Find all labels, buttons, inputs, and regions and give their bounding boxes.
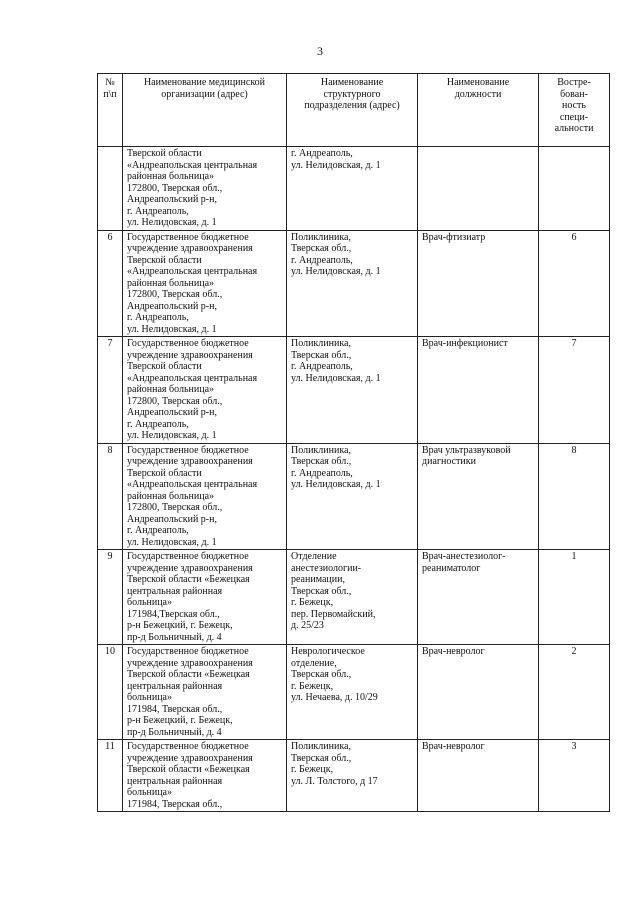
text-line: «Андреапольская центральная [127,479,258,490]
row-number: 6 [98,230,123,337]
text-line: ул. Нелидовская, д. 1 [127,536,217,548]
text-line: пр-д Больничный, д. 4 [127,631,222,643]
subdivision-cell [287,550,418,645]
position-cell [418,645,539,740]
text-line: Андреапольский р-н, [127,300,217,312]
text-line: районная больница» [127,384,215,395]
text-line: ул. Нелидовская, д. 1 [291,266,381,277]
text-line: реаниматолог [422,562,481,574]
vacancy-table [97,73,610,812]
text-line: г. Бежецк, [291,680,334,692]
text-line: Тверская обл., [291,243,352,254]
subdivision-cell [287,337,418,444]
header-demand [539,74,610,147]
text-line: ул. Нечаева, д. 10/29 [291,692,378,703]
text-line: Врач-фтизиатр [422,231,486,243]
organization-cell [123,230,287,337]
text-line: бован- [560,88,588,100]
text-line: Андреапольский р-н, [127,513,217,525]
table-header-row [98,74,610,147]
text-line: Поликлиника, [291,231,351,243]
row-number [98,147,123,231]
text-line: ул. Нелидовская, д. 1 [291,159,381,171]
text-line: Тверской области [127,254,202,266]
text-line: ул. Нелидовская, д. 1 [291,479,381,490]
text-line: Государственное бюджетное [127,444,249,456]
position-cell [418,550,539,645]
text-line: Наименование [446,77,510,88]
text-line: г. Андреаполь, [291,361,353,372]
text-line: Государственное бюджетное [127,741,249,752]
text-line: Наименование [320,77,384,88]
organization-cell [123,147,287,231]
text-line: 171984, Тверская обл., [127,703,223,715]
text-line: Тверской области «Бежецкая [127,764,250,775]
table-row [98,645,610,740]
table-row [98,147,610,231]
text-line: Тверской области «Бежецкая [127,574,250,585]
text-line: Государственное бюджетное [127,646,249,657]
header-num [98,74,123,147]
text-line: анестезиологии- [291,562,362,574]
text-line: Врач ультразвуковой [422,444,511,456]
page-number: 3 [317,44,323,58]
text-line: Поликлиника, [291,338,351,349]
text-line: ул. Нелидовская, д. 1 [127,323,217,335]
text-line: г. Андреаполь, [127,525,189,536]
table-row [98,550,610,645]
table-row [98,337,610,444]
text-line: Врач-невролог [422,741,485,752]
subdivision-cell [287,147,418,231]
row-number: 9 [98,550,123,645]
text-line: г. Андреаполь, [291,254,353,266]
text-line: «Андреапольская центральная [127,372,258,384]
text-line: больница» [127,597,172,608]
text-line: учреждение здравоохранения [127,562,253,574]
subdivision-cell [287,740,418,812]
position-cell [418,147,539,231]
text-line: 172800, Тверская обл., [127,182,223,194]
text-line: Тверской области [127,361,202,372]
header-subdivision [287,74,418,147]
text-line: р-н Бежецкий, г. Бежецк, [127,715,233,726]
organization-cell [123,740,287,812]
demand-cell [539,147,610,231]
subdivision-cell [287,443,418,550]
text-line: Наименование медицинской [143,77,266,88]
text-line: Неврологическое [291,646,365,657]
text-line: реанимации, [291,574,345,585]
text-line: Востре- [557,77,591,88]
text-line: 171984, Тверская обл., [127,798,223,810]
text-line: 172800, Тверская обл., [127,289,223,300]
text-line: Андреапольский р-н, [127,194,217,205]
subdivision-cell [287,645,418,740]
text-line: организации (адрес) [161,88,248,100]
text-line: п\п [103,88,117,100]
text-line: Тверская обл., [291,456,352,467]
text-line: Тверской области [127,148,202,159]
text-line: специ- [559,111,589,123]
text-line: Врач-инфекционист [422,338,508,349]
text-line: районная больница» [127,171,215,182]
text-line: Андреапольский р-н, [127,407,217,418]
text-line: ул. Л. Толстого, д 17 [291,775,378,787]
text-line: г. Бежецк, [291,764,334,775]
demand-cell: 2 [539,645,610,740]
demand-cell: 6 [539,230,610,337]
table-row [98,740,610,812]
text-line: больница» [127,787,172,798]
text-line: Врач-невролог [422,646,485,657]
subdivision-cell [287,230,418,337]
row-number: 10 [98,645,123,740]
text-line: № [105,77,115,88]
text-line: районная больница» [127,490,215,502]
table-row [98,230,610,337]
text-line: альности [554,123,594,134]
demand-cell: 1 [539,550,610,645]
text-line: центральная районная [127,775,223,787]
text-line: г. Андреаполь, [127,205,189,217]
text-line: Тверская обл., [291,349,352,361]
organization-cell [123,337,287,444]
position-cell [418,443,539,550]
text-line: Отделение [291,551,337,562]
text-line: «Андреапольская центральная [127,159,258,171]
text-line: г. Андреаполь, [127,312,189,323]
header-position [418,74,539,147]
text-line: Врач-анестезиолог- [422,551,506,562]
text-line: отделение, [291,657,337,669]
text-line: Тверская обл., [291,585,352,597]
text-line: г. Бежецк, [291,597,334,608]
text-line: структурного [323,88,381,100]
position-cell [418,740,539,812]
organization-cell [123,443,287,550]
text-line: пр-д Больничный, д. 4 [127,726,222,738]
demand-cell: 8 [539,443,610,550]
text-line: ул. Нелидовская, д. 1 [127,430,217,441]
text-line: Государственное бюджетное [127,338,249,349]
text-line: ул. Нелидовская, д. 1 [127,217,217,228]
text-line: центральная районная [127,585,223,597]
text-line: учреждение здравоохранения [127,752,253,764]
text-line: г. Андреаполь, [127,418,189,430]
text-line: Государственное бюджетное [127,231,249,243]
text-line: Тверской области «Бежецкая [127,669,250,680]
text-line: ул. Нелидовская, д. 1 [291,372,381,384]
text-line: Поликлиника, [291,741,351,752]
demand-cell: 7 [539,337,610,444]
text-line: Тверская обл., [291,669,352,680]
text-line: пер. Первомайский, [291,608,376,620]
organization-cell [123,550,287,645]
table-body [98,147,610,812]
text-line: больница» [127,692,172,703]
text-line: учреждение здравоохранения [127,456,253,467]
text-line: диагностики [422,456,476,467]
text-line: учреждение здравоохранения [127,657,253,669]
text-line: районная больница» [127,277,215,289]
text-line: г. Андреаполь, [291,148,353,159]
text-line: центральная районная [127,680,223,692]
text-line: ность [562,100,586,111]
organization-cell [123,645,287,740]
text-line: Государственное бюджетное [127,551,249,562]
header-organization [123,74,287,147]
row-number: 11 [98,740,123,812]
text-line: 171984,Тверская обл., [127,608,220,620]
demand-cell: 3 [539,740,610,812]
text-line: Тверской области [127,467,202,479]
text-line: «Андреапольская центральная [127,266,258,277]
position-cell [418,230,539,337]
position-cell [418,337,539,444]
text-line: учреждение здравоохранения [127,349,253,361]
text-line: 172800, Тверская обл., [127,395,223,407]
text-line: Поликлиника, [291,444,351,456]
text-line: учреждение здравоохранения [127,243,253,254]
text-line: р-н Бежецкий, г. Бежецк, [127,620,233,631]
row-number: 7 [98,337,123,444]
text-line: должности [454,88,502,100]
text-line: д. 25/23 [291,620,324,631]
text-line: г. Андреаполь, [291,467,353,479]
table-row [98,443,610,550]
row-number: 8 [98,443,123,550]
text-line: подразделения (адрес) [304,100,400,111]
text-line: Тверская обл., [291,752,352,764]
text-line: 172800, Тверская обл., [127,502,223,513]
